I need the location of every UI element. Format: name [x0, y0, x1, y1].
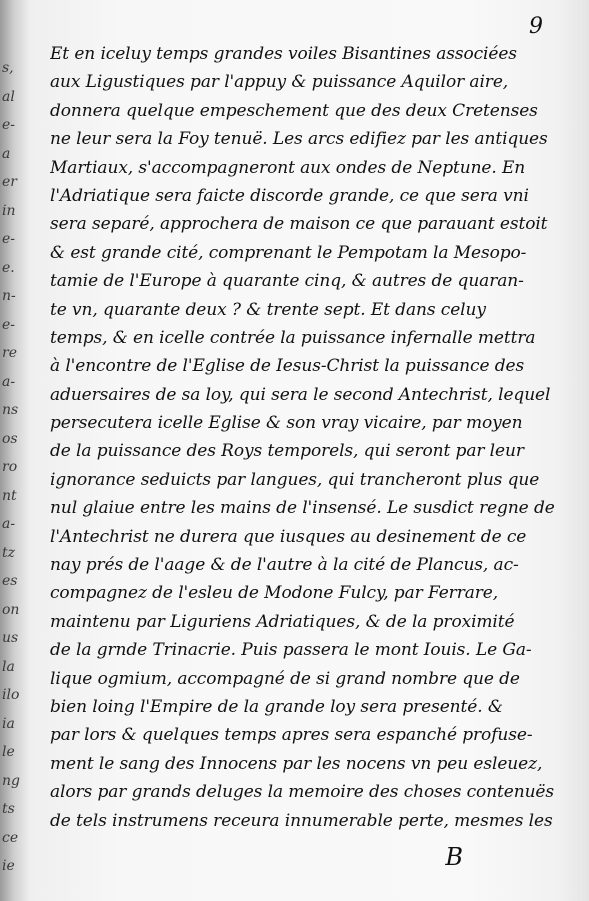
text-line: temps, & en icelle contrée la puissance infernalle mettra — [50, 327, 536, 348]
gutter-fragment: ce — [2, 829, 19, 846]
text-line: par lors & quelques temps apres sera espanché profuse- — [50, 725, 533, 746]
gutter-fragment: ilo — [2, 687, 20, 703]
signature-mark: B — [445, 843, 463, 871]
text-line: alors par grands deluges la memoire des choses contenuës — [50, 782, 555, 803]
text-line: ment le sang des Innocens par les nocens vn peu esleuez, — [50, 753, 543, 774]
text-line: l'Adriatique sera faicte discorde grande, ce que sera vni — [50, 185, 529, 206]
gutter-fragment: re — [2, 345, 17, 361]
gutter-fragment: e- — [2, 316, 16, 333]
text-line: aux Ligustiques par l'appuy & puissance Aquilor aire, — [50, 72, 509, 93]
gutter-fragment: tz — [2, 544, 16, 561]
text-line: nul glaiue entre les mains de l'insensé. Le susdict regne de — [50, 498, 555, 519]
gutter-fragment: ns — [2, 402, 19, 418]
gutter-fragment: le — [2, 744, 15, 760]
gutter-fragment: ts — [2, 801, 15, 817]
text-line: de la puissance des Roys temporels, qui seront par leur — [50, 441, 524, 462]
text-line: donnera quelque empeschement que des deux Cretenses — [50, 100, 538, 121]
gutter-fragment: in — [2, 202, 16, 219]
text-line: sera separé, approchera de maison ce que parauant estoit — [50, 214, 548, 235]
text-line: bien loing l'Empire de la grande loy sera presenté. & — [50, 696, 503, 717]
gutter-fragment: a — [2, 145, 11, 162]
gutter-fragment: s, — [2, 60, 14, 76]
text-line: te vn, quarante deux ? & trente sept. Et dans celuy — [50, 299, 486, 320]
gutter-fragment: on — [2, 601, 20, 618]
gutter-fragment: ie — [2, 858, 15, 874]
text-line: Martiaux, s'accompagneront aux ondes de Neptune. En — [50, 157, 526, 178]
text-line: ne leur sera la Foy tenuë. Les arcs edifiez par les antiques — [50, 129, 548, 150]
text-line: maintenu par Liguriens Adriatiques, & de la proximité — [50, 611, 515, 632]
gutter-fragment: ro — [2, 459, 18, 475]
text-line: ignorance seduicts par langues, qui trancheront plus que — [50, 469, 540, 490]
gutter-fragment: er — [2, 174, 17, 190]
gutter-fragment: a- — [2, 373, 16, 390]
gutter-fragment: ia — [2, 715, 15, 732]
text-line: l'Antechrist ne durera que iusques au desinement de ce — [50, 526, 527, 547]
text-line: à l'encontre de l'Eglise de Iesus-Christ la puissance des — [50, 356, 525, 377]
gutter-fragment: nt — [2, 487, 17, 504]
body-text — [50, 40, 556, 835]
text-line: lique ogmium, accompagné de si grand nombre que de — [50, 668, 520, 689]
text-line: compagnez de l'esleu de Modone Fulcy, par Ferrare, — [50, 583, 499, 604]
text-line: de la grnde Trinacrie. Puis passera le mont Iouis. Le Ga- — [50, 640, 532, 661]
gutter-fragment: ng — [2, 772, 20, 789]
gutter-fragment: e- — [2, 117, 16, 133]
text-line: aduersaires de sa loy, qui sera le second Antechrist, lequel — [50, 384, 551, 405]
gutter-fragment: n- — [2, 288, 16, 304]
gutter-fragment: es — [2, 573, 18, 589]
text-line: persecutera icelle Eglise & son vray vicaire, par moyen — [50, 413, 523, 434]
gutter-fragment: e- — [2, 231, 16, 247]
text-line: nay prés de l'aage & de l'autre à la cité de Plancus, ac- — [50, 555, 519, 576]
gutter-fragment: us — [2, 630, 19, 646]
text-line: de tels instrumens receura innumerable perte, mesmes les — [50, 810, 553, 831]
facing-page-edge — [0, 0, 28, 901]
text-line: & est grande cité, comprenant le Pempotam la Mesopo- — [50, 242, 527, 263]
gutter-fragment: os — [2, 430, 18, 447]
gutter-fragment: e. — [2, 259, 15, 276]
gutter-fragment: a- — [2, 516, 16, 532]
gutter-fragment: al — [2, 88, 15, 105]
text-line: Et en iceluy temps grandes voiles Bisantines associées — [50, 44, 517, 64]
text-line: tamie de l'Europe à quarante cinq, & autres de quaran- — [50, 271, 524, 292]
gutter-fragment: la — [2, 658, 15, 675]
page-number: 9 — [529, 14, 543, 39]
